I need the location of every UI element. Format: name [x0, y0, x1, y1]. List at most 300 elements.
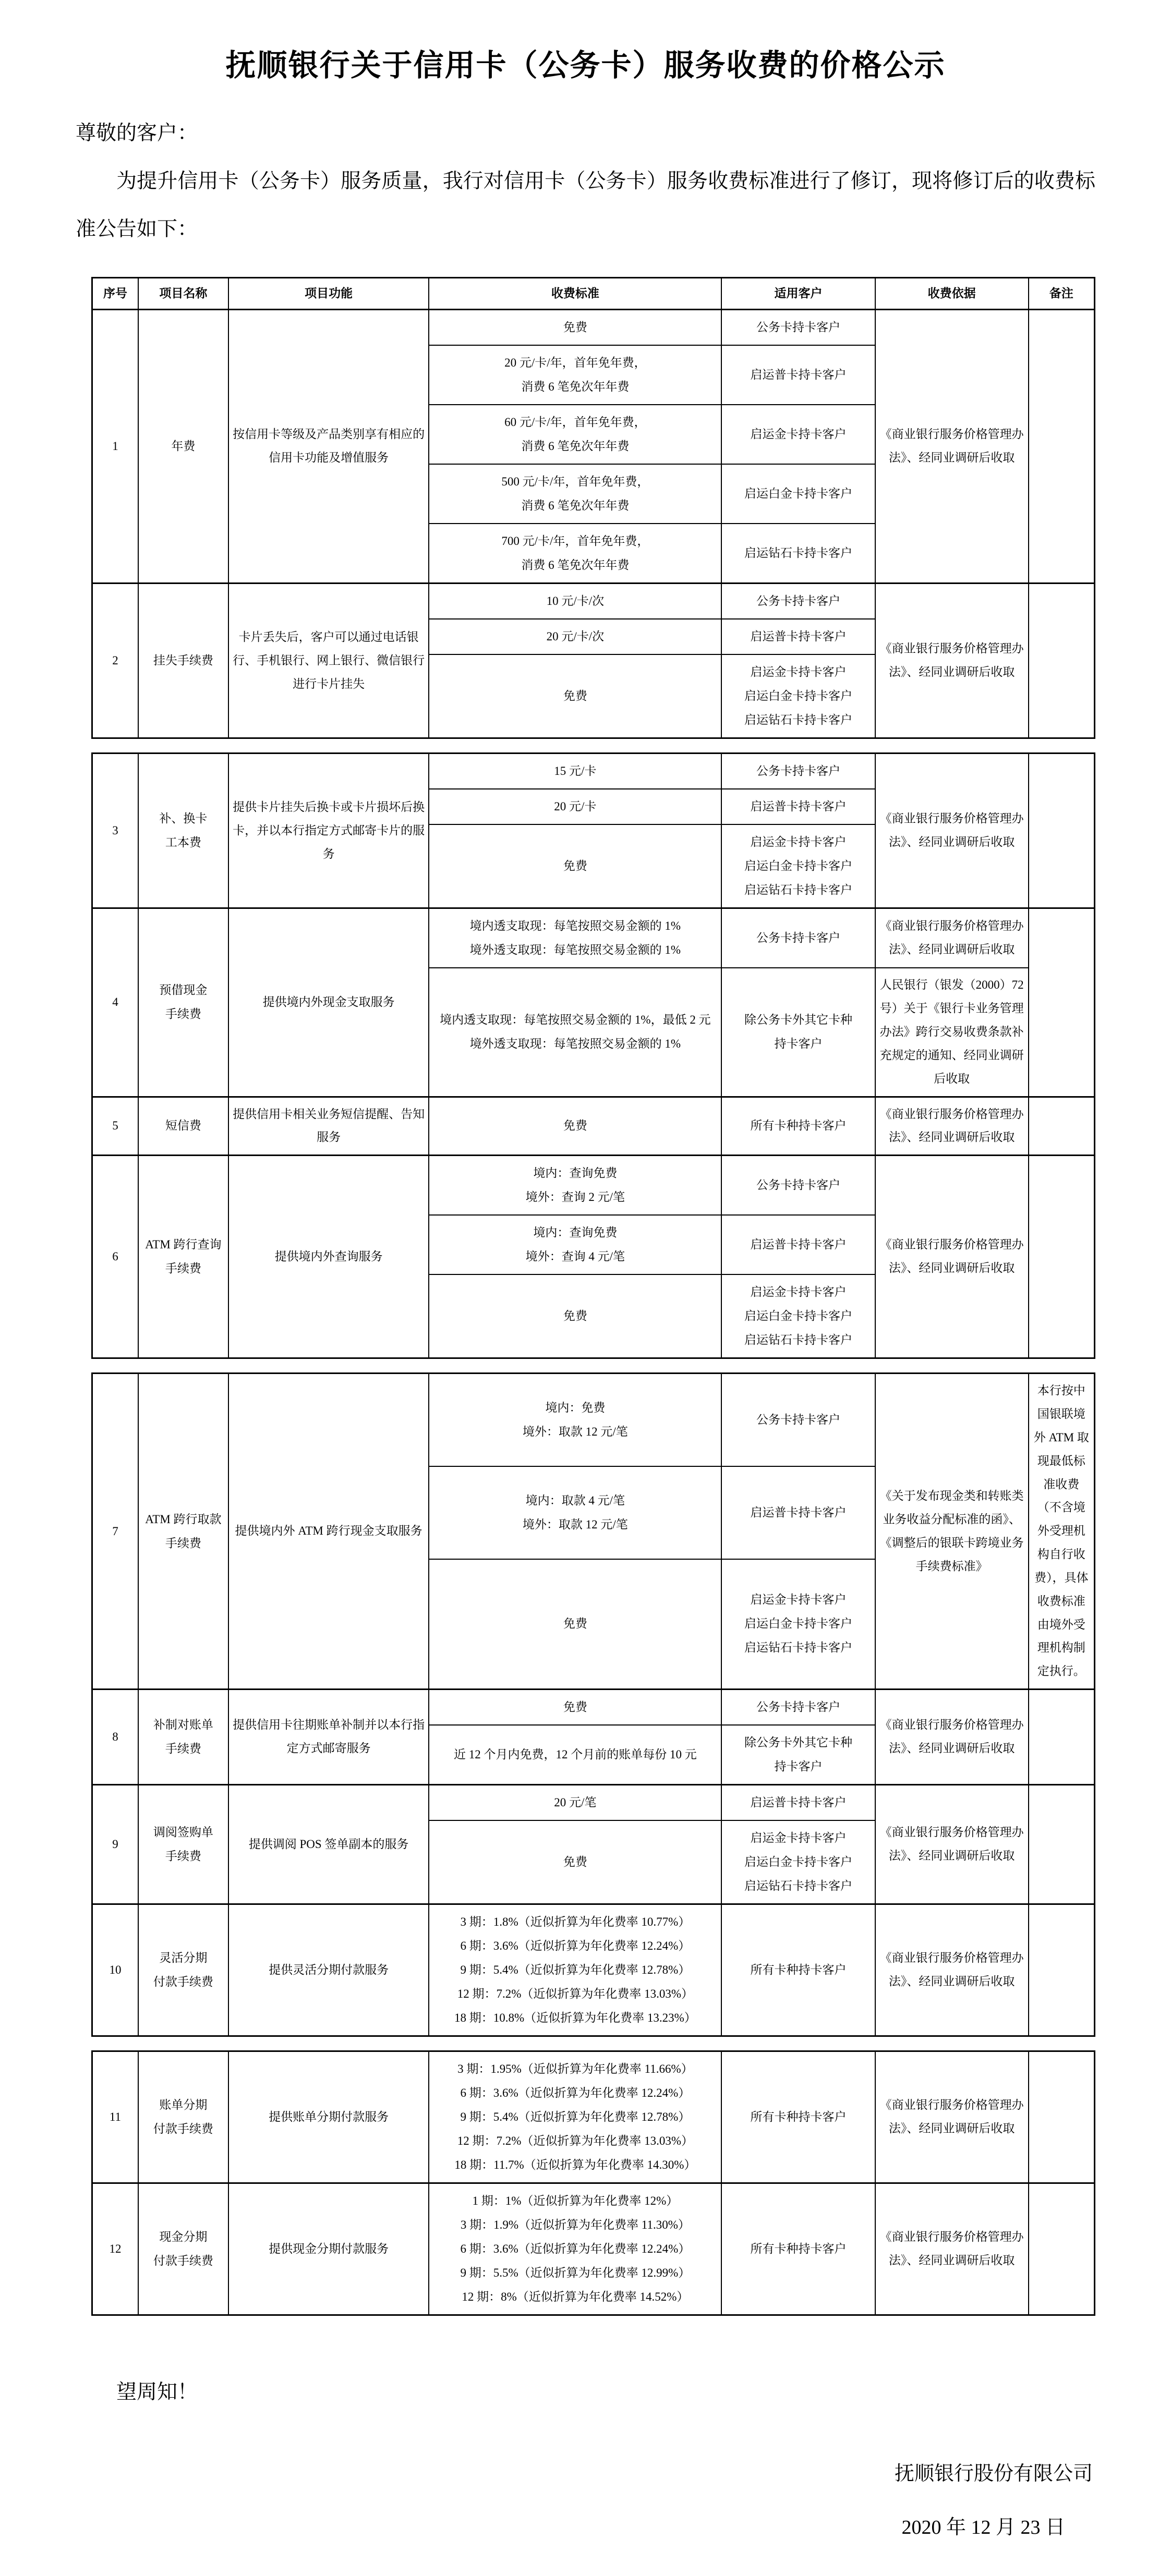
- cell-customer-line: 公务卡持卡客户: [756, 594, 841, 608]
- cell-function-line: 提供境内外 ATM 跨行现金支取服务: [235, 1524, 422, 1538]
- cell-fee-standard-line: 近 12 个月内免费，12 个月前的账单每份 10 元: [454, 1748, 697, 1761]
- cell-function: [228, 1097, 429, 1156]
- cell-customer: [721, 1274, 875, 1358]
- cell-remark: [1029, 1097, 1095, 1156]
- cell-basis: [875, 908, 1029, 968]
- cell-customer-line: 启运金卡持卡客户: [750, 1831, 847, 1845]
- cell-fee-standard-line: 1 期：1%（近似折算为年化费率 12%）: [472, 2194, 679, 2208]
- cell-customer-line: 公务卡持卡客户: [756, 1413, 841, 1427]
- fee-table: [91, 752, 1095, 1359]
- cell-function-line: 卡片丢失后，客户可以通过电话银行、手机银行、网上银行、微信银行进行卡片挂失: [233, 630, 425, 690]
- cell-item-name-line: ATM 跨行取款: [145, 1512, 222, 1526]
- cell-fee-standard: [429, 405, 721, 464]
- cell-customer: [721, 1904, 875, 2036]
- cell-customer-line: 启运钻石卡持卡客户: [744, 713, 853, 727]
- cell-fee-standard: [429, 824, 721, 908]
- cell-item-name-line: 灵活分期: [159, 1951, 208, 1965]
- cell-fee-standard: [429, 654, 721, 738]
- cell-customer-line: 公务卡持卡客户: [756, 321, 841, 334]
- cell-fee-standard-line: 境内：免费: [545, 1401, 606, 1415]
- cell-function: [228, 1690, 429, 1785]
- cell-item-name-line: 手续费: [165, 1536, 201, 1550]
- cell-seq-line: 5: [112, 1119, 118, 1133]
- cell-function: [228, 2051, 429, 2183]
- cell-basis: [875, 1690, 1029, 1785]
- cell-basis: [875, 1097, 1029, 1156]
- cell-customer-line: 持卡客户: [774, 1760, 823, 1773]
- cell-remark-line: 本行按中国银联境外 ATM 取现最低标准收费（不含境外受理机构自行收费），具体收费标准由境外受理机构制定执行。: [1033, 1384, 1089, 1678]
- cell-fee-standard-line: 12 期：7.2%（近似折算为年化费率 13.03%）: [457, 1987, 694, 2001]
- cell-function: [228, 1374, 429, 1690]
- cell-fee-standard-line: 12 期：7.2%（近似折算为年化费率 13.03%）: [457, 2134, 694, 2148]
- intro-paragraph: 为提升信用卡（公务卡）服务质量，我行对信用卡（公务卡）服务收费标准进行了修订，现将修订后的收费标准公告如下：: [76, 170, 1095, 240]
- cell-seq: [92, 1690, 138, 1785]
- cell-function-line: 提供账单分期付款服务: [269, 2110, 389, 2123]
- cell-fee-standard-line: 10 元/卡/次: [546, 594, 605, 608]
- cell-item-name: [138, 1785, 228, 1904]
- cell-basis: [875, 1785, 1029, 1904]
- cell-customer-line: 启运钻石卡持卡客户: [744, 1333, 853, 1347]
- cell-fee-standard-line: 境内透支取现：每笔按照交易金额的 1%，最低 2 元: [440, 1013, 711, 1027]
- column-header-line: 适用客户: [774, 287, 823, 300]
- cell-fee-standard-line: 9 期：5.4%（近似折算为年化费率 12.78%）: [460, 2110, 691, 2124]
- cell-item-name-line: 补制对账单: [153, 1718, 213, 1732]
- signature-block: [76, 2457, 1095, 2539]
- cell-customer-line: 所有卡种持卡客户: [750, 2110, 847, 2124]
- cell-item-name: [138, 1156, 228, 1358]
- cell-seq: [92, 310, 138, 584]
- cell-fee-standard-line: 境内透支取现：每笔按照交易金额的 1%: [469, 919, 681, 933]
- cell-seq: [92, 908, 138, 1097]
- cell-customer: [721, 654, 875, 738]
- cell-customer-line: 启运钻石卡持卡客户: [744, 546, 853, 560]
- cell-customer-line: 启运普卡持卡客户: [750, 1505, 847, 1519]
- cell-customer-line: 启运金卡持卡客户: [750, 1285, 847, 1299]
- cell-customer-line: 启运白金卡持卡客户: [744, 859, 853, 873]
- cell-item-name-line: 手续费: [165, 1850, 201, 1863]
- cell-function: [228, 908, 429, 1097]
- cell-fee-standard: [429, 345, 721, 405]
- cell-fee-standard-line: 免费: [563, 1700, 587, 1714]
- cell-fee-standard-line: 境外：取款 12 元/笔: [522, 1425, 628, 1439]
- table-row: [92, 1374, 1095, 1466]
- cell-seq: [92, 754, 138, 908]
- table-row: [92, 1904, 1095, 2036]
- cell-customer: [721, 754, 875, 789]
- cell-customer: [721, 345, 875, 405]
- cell-fee-standard-line: 9 期：5.4%（近似折算为年化费率 12.78%）: [460, 1963, 691, 1977]
- cell-fee-standard-line: 15 元/卡: [554, 764, 597, 778]
- cell-fee-standard-line: 6 期：3.6%（近似折算为年化费率 12.24%）: [460, 2242, 691, 2256]
- cell-fee-standard: [429, 524, 721, 584]
- cell-fee-standard: [429, 1690, 721, 1726]
- cell-fee-standard-line: 3 期：1.95%（近似折算为年化费率 11.66%）: [457, 2062, 693, 2076]
- cell-customer: [721, 1156, 875, 1216]
- table-row: [92, 2051, 1095, 2183]
- cell-basis-line: 《商业银行服务价格管理办法》、经同业调研后收取: [879, 2230, 1024, 2267]
- cell-item-name-line: 账单分期: [159, 2098, 208, 2112]
- table-row: [92, 1690, 1095, 1726]
- cell-customer-line: 启运白金卡持卡客户: [744, 689, 853, 703]
- cell-customer-line: 公务卡持卡客户: [756, 1178, 841, 1192]
- cell-fee-standard: [429, 1274, 721, 1358]
- cell-function-line: 提供现金分期付款服务: [269, 2242, 389, 2255]
- cell-fee-standard-line: 20 元/卡/次: [546, 630, 605, 643]
- cell-item-name: [138, 754, 228, 908]
- cell-function: [228, 1904, 429, 2036]
- table-row: [92, 310, 1095, 346]
- cell-fee-standard: [429, 789, 721, 824]
- cell-customer: [721, 1466, 875, 1559]
- cell-remark: [1029, 1785, 1095, 1904]
- cell-customer-line: 所有卡种持卡客户: [750, 1963, 847, 1977]
- cell-basis-line: 《商业银行服务价格管理办法》、经同业调研后收取: [879, 1718, 1024, 1755]
- cell-remark: [1029, 1690, 1095, 1785]
- company-signature: 抚顺银行股份有限公司: [894, 2463, 1093, 2485]
- cell-customer: [721, 1215, 875, 1274]
- cell-customer: [721, 968, 875, 1097]
- page-title: 抚顺银行关于信用卡（公务卡）服务收费的价格公示: [225, 48, 946, 82]
- cell-basis-line: 《商业银行服务价格管理办法》、经同业调研后收取: [879, 812, 1024, 849]
- cell-fee-standard: [429, 1097, 721, 1156]
- cell-customer: [721, 584, 875, 619]
- cell-fee-standard: [429, 754, 721, 789]
- cell-fee-standard-line: 免费: [563, 859, 587, 873]
- column-header: [1029, 278, 1095, 310]
- cell-item-name: [138, 2183, 228, 2315]
- cell-item-name: [138, 1904, 228, 2036]
- cell-item-name-line: 年费: [171, 440, 196, 453]
- cell-fee-standard-line: 免费: [563, 1855, 587, 1869]
- table-row: [92, 908, 1095, 968]
- cell-customer-line: 启运普卡持卡客户: [750, 1796, 847, 1809]
- cell-fee-standard-line: 免费: [563, 1617, 587, 1631]
- cell-item-name-line: 调阅签购单: [153, 1826, 213, 1839]
- cell-customer-line: 启运钻石卡持卡客户: [744, 1879, 853, 1893]
- cell-seq: [92, 1097, 138, 1156]
- cell-customer-line: 启运金卡持卡客户: [750, 665, 847, 679]
- cell-fee-standard-line: 700 元/卡/年，首年免年费，: [501, 534, 649, 548]
- cell-function: [228, 1156, 429, 1358]
- cell-seq-line: 3: [112, 824, 118, 837]
- cell-seq: [92, 1904, 138, 2036]
- cell-function-line: 按信用卡等级及产品类别享有相应的信用卡功能及增值服务: [233, 428, 425, 465]
- cell-remark: [1029, 1156, 1095, 1358]
- cell-fee-standard-line: 12 期：8%（近似折算为年化费率 14.52%）: [462, 2290, 689, 2304]
- cell-remark: [1029, 754, 1095, 908]
- cell-item-name-line: 付款手续费: [153, 2254, 213, 2268]
- cell-fee-standard-line: 境外透支取现：每笔按照交易金额的 1%: [469, 943, 681, 957]
- cell-basis-line: 《商业银行服务价格管理办法》、经同业调研后收取: [879, 919, 1024, 956]
- cell-function-line: 提供卡片挂失后换卡或卡片损坏后换卡，并以本行指定方式邮寄卡片的服务: [233, 800, 425, 860]
- cell-basis: [875, 1904, 1029, 2036]
- cell-fee-standard-line: 6 期：3.6%（近似折算为年化费率 12.24%）: [460, 2086, 691, 2100]
- header-row: [92, 278, 1095, 310]
- cell-item-name-line: 工本费: [165, 836, 201, 849]
- cell-item-name: [138, 584, 228, 738]
- cell-fee-standard: [429, 1725, 721, 1785]
- cell-item-name-line: 现金分期: [159, 2230, 208, 2244]
- cell-fee-standard-line: 境外：查询 4 元/笔: [525, 1250, 625, 1263]
- cell-item-name: [138, 1097, 228, 1156]
- cell-item-name-line: 付款手续费: [153, 1975, 213, 1989]
- cell-basis: [875, 1156, 1029, 1358]
- cell-seq-line: 9: [112, 1838, 118, 1851]
- cell-fee-standard-line: 6 期：3.6%（近似折算为年化费率 12.24%）: [460, 1939, 691, 1953]
- cell-fee-standard-line: 3 期：1.8%（近似折算为年化费率 10.77%）: [460, 1915, 691, 1929]
- cell-fee-standard: [429, 1785, 721, 1821]
- cell-seq: [92, 2051, 138, 2183]
- cell-remark: [1029, 1904, 1095, 2036]
- cell-seq: [92, 2183, 138, 2315]
- cell-customer-line: 持卡客户: [774, 1037, 823, 1051]
- cell-basis: [875, 310, 1029, 584]
- cell-function-line: 提供境内外查询服务: [274, 1249, 383, 1263]
- cell-customer-line: 启运钻石卡持卡客户: [744, 1641, 853, 1655]
- cell-item-name: [138, 1374, 228, 1690]
- cell-customer-line: 启运金卡持卡客户: [750, 835, 847, 849]
- cell-customer: [721, 1097, 875, 1156]
- cell-customer-line: 公务卡持卡客户: [756, 764, 841, 778]
- cell-function-line: 提供调阅 POS 签单副本的服务: [248, 1837, 409, 1851]
- cell-seq-line: 4: [112, 995, 118, 1009]
- cell-seq-line: 1: [112, 440, 118, 453]
- cell-basis: [875, 2051, 1029, 2183]
- cell-remark: [1029, 1374, 1095, 1690]
- cell-basis-line: 《商业银行服务价格管理办法》、经同业调研后收取: [879, 2098, 1024, 2135]
- cell-basis: [875, 2183, 1029, 2315]
- cell-customer-line: 启运白金卡持卡客户: [744, 1617, 853, 1631]
- cell-item-name-line: 短信费: [165, 1119, 201, 1133]
- cell-fee-standard-line: 消费 6 笔免次年年费: [521, 499, 630, 513]
- fee-table: [91, 1372, 1095, 2037]
- cell-fee-standard-line: 20 元/卡/年，首年免年费，: [504, 356, 646, 370]
- cell-fee-standard-line: 免费: [563, 321, 587, 334]
- cell-item-name: [138, 908, 228, 1097]
- signature-date: 2020 年 12 月 23 日: [901, 2517, 1065, 2539]
- cell-function-line: 提供信用卡相关业务短信提醒、告知服务: [233, 1107, 425, 1144]
- cell-fee-standard-line: 境内：查询免费: [533, 1226, 618, 1240]
- cell-function-line: 提供信用卡往期账单补制并以本行指定方式邮寄服务: [233, 1718, 425, 1755]
- cell-seq-line: 10: [109, 1963, 122, 1977]
- cell-seq-line: 6: [112, 1250, 118, 1263]
- cell-fee-standard: [429, 1156, 721, 1216]
- cell-customer: [721, 405, 875, 464]
- cell-fee-standard-line: 20 元/笔: [554, 1796, 597, 1809]
- cell-fee-standard: [429, 908, 721, 968]
- cell-remark: [1029, 2051, 1095, 2183]
- cell-item-name: [138, 1690, 228, 1785]
- cell-remark: [1029, 310, 1095, 584]
- cell-seq: [92, 1785, 138, 1904]
- cell-customer: [721, 824, 875, 908]
- cell-item-name-line: 预借现金: [159, 983, 208, 997]
- cell-customer-line: 启运普卡持卡客户: [750, 630, 847, 643]
- cell-fee-standard: [429, 619, 721, 654]
- cell-fee-standard: [429, 968, 721, 1097]
- cell-item-name-line: 付款手续费: [153, 2122, 213, 2136]
- cell-fee-standard: [429, 1215, 721, 1274]
- cell-function: [228, 2183, 429, 2315]
- cell-seq-line: 12: [109, 2242, 122, 2256]
- cell-remark: [1029, 2183, 1095, 2315]
- cell-basis: [875, 754, 1029, 908]
- cell-item-name: [138, 310, 228, 584]
- cell-fee-standard: [429, 1466, 721, 1559]
- cell-customer-line: 除公务卡外其它卡种: [744, 1013, 853, 1027]
- cell-seq: [92, 1374, 138, 1690]
- cell-fee-standard: [429, 1374, 721, 1466]
- cell-remark: [1029, 584, 1095, 738]
- table-row: [92, 1785, 1095, 1821]
- column-header-line: 项目功能: [305, 287, 353, 300]
- cell-seq-line: 8: [112, 1730, 118, 1744]
- cell-fee-standard-line: 境内：查询免费: [533, 1167, 618, 1180]
- cell-fee-standard-line: 消费 6 笔免次年年费: [521, 558, 630, 572]
- cell-customer: [721, 619, 875, 654]
- cell-fee-standard-line: 境内：取款 4 元/笔: [525, 1493, 625, 1507]
- table-row: [92, 754, 1095, 789]
- cell-customer: [721, 524, 875, 584]
- cell-customer-line: 启运白金卡持卡客户: [744, 1855, 853, 1869]
- cell-customer: [721, 789, 875, 824]
- cell-fee-standard-line: 消费 6 笔免次年年费: [521, 380, 630, 394]
- column-header: [228, 278, 429, 310]
- fee-table: [91, 277, 1095, 739]
- cell-customer: [721, 1690, 875, 1726]
- cell-fee-standard: [429, 1820, 721, 1904]
- cell-item-name-line: 手续费: [165, 1262, 201, 1275]
- cell-fee-standard-line: 境外透支取现：每笔按照交易金额的 1%: [469, 1037, 681, 1051]
- cell-item-name: [138, 2051, 228, 2183]
- cell-basis: [875, 584, 1029, 738]
- column-header: [92, 278, 138, 310]
- fee-table: [91, 2050, 1095, 2316]
- cell-item-name-line: 补、换卡: [159, 812, 208, 825]
- cell-customer-line: 公务卡持卡客户: [756, 1700, 841, 1714]
- cell-basis-line: 《商业银行服务价格管理办法》、经同业调研后收取: [879, 428, 1024, 465]
- cell-customer-line: 所有卡种持卡客户: [750, 2242, 847, 2256]
- cell-fee-standard: [429, 1904, 721, 2036]
- cell-fee-standard-line: 免费: [563, 1309, 587, 1323]
- cell-fee-standard-line: 免费: [563, 689, 587, 703]
- column-header-line: 备注: [1049, 287, 1073, 300]
- cell-basis-line: 《关于发布现金类和转账类业务收益分配标准的函》、《调整后的银联卡跨境业务手续费标准》: [879, 1489, 1024, 1573]
- cell-customer-line: 启运普卡持卡客户: [750, 800, 847, 813]
- cell-function: [228, 584, 429, 738]
- cell-customer-line: 启运金卡持卡客户: [750, 428, 847, 441]
- cell-fee-standard-line: 18 期：11.7%（近似折算为年化费率 14.30%）: [454, 2158, 696, 2172]
- fee-table-sections: [91, 277, 1095, 2316]
- cell-item-name-line: 挂失手续费: [153, 654, 213, 667]
- column-header-line: 序号: [103, 287, 127, 300]
- cell-fee-standard-line: 18 期：10.8%（近似折算为年化费率 13.23%）: [454, 2011, 696, 2025]
- cell-function: [228, 754, 429, 908]
- cell-fee-standard-line: 500 元/卡/年，首年免年费，: [501, 475, 649, 489]
- cell-fee-standard: [429, 310, 721, 346]
- cell-customer: [721, 1725, 875, 1785]
- cell-fee-standard-line: 60 元/卡/年，首年免年费，: [504, 416, 646, 429]
- cell-function-line: 提供境内外现金支取服务: [262, 995, 395, 1008]
- column-header: [138, 278, 228, 310]
- cell-customer-line: 启运普卡持卡客户: [750, 368, 847, 382]
- cell-fee-standard-line: 免费: [563, 1119, 587, 1133]
- column-header: [429, 278, 721, 310]
- cell-customer: [721, 1785, 875, 1821]
- cell-customer-line: 启运白金卡持卡客户: [744, 1309, 853, 1323]
- cell-seq-line: 2: [112, 654, 118, 667]
- cell-customer: [721, 2183, 875, 2315]
- cell-customer: [721, 908, 875, 968]
- cell-function-line: 提供灵活分期付款服务: [269, 1963, 389, 1976]
- cell-customer-line: 启运普卡持卡客户: [750, 1238, 847, 1251]
- cell-basis-line: 《商业银行服务价格管理办法》、经同业调研后收取: [879, 1951, 1024, 1988]
- cell-basis-line: 《商业银行服务价格管理办法》、经同业调研后收取: [879, 642, 1024, 679]
- cell-fee-standard-line: 境外：查询 2 元/笔: [525, 1190, 625, 1204]
- cell-customer: [721, 310, 875, 346]
- cell-seq-line: 7: [112, 1524, 118, 1538]
- cell-fee-standard: [429, 584, 721, 619]
- cell-fee-standard: [429, 2183, 721, 2315]
- cell-item-name-line: 手续费: [165, 1007, 201, 1021]
- cell-fee-standard-line: 3 期：1.9%（近似折算为年化费率 11.30%）: [460, 2218, 690, 2232]
- cell-basis-line: 人民银行（银发（2000）72 号）关于《银行卡业务管理办法》跨行交易收费条款补充规定的通知、经同业调研后收取: [879, 978, 1024, 1085]
- column-header-line: 收费标准: [551, 287, 599, 300]
- cell-fee-standard-line: 20 元/卡: [554, 800, 597, 813]
- cell-customer-line: 启运白金卡持卡客户: [744, 487, 853, 501]
- cell-fee-standard: [429, 464, 721, 524]
- table-row: [92, 1156, 1095, 1216]
- cell-fee-standard-line: 消费 6 笔免次年年费: [521, 440, 630, 453]
- cell-function: [228, 1785, 429, 1904]
- cell-customer-line: 除公务卡外其它卡种: [744, 1736, 853, 1749]
- cell-item-name-line: 手续费: [165, 1742, 201, 1756]
- cell-basis-line: 《商业银行服务价格管理办法》、经同业调研后收取: [879, 1107, 1024, 1144]
- cell-customer-line: 公务卡持卡客户: [756, 931, 841, 945]
- cell-basis-line: 《商业银行服务价格管理办法》、经同业调研后收取: [879, 1826, 1024, 1863]
- cell-seq: [92, 584, 138, 738]
- table-row: [92, 2183, 1095, 2315]
- cell-customer: [721, 1820, 875, 1904]
- cell-remark: [1029, 908, 1095, 1097]
- cell-customer-line: 所有卡种持卡客户: [750, 1119, 847, 1133]
- column-header: [721, 278, 875, 310]
- column-header-line: 项目名称: [159, 287, 208, 300]
- cell-customer: [721, 1374, 875, 1466]
- cell-fee-standard: [429, 1559, 721, 1690]
- cell-customer: [721, 1559, 875, 1690]
- cell-item-name-line: ATM 跨行查询: [145, 1238, 222, 1251]
- cell-seq: [92, 1156, 138, 1358]
- cell-function: [228, 310, 429, 584]
- cell-basis: [875, 1374, 1029, 1690]
- table-row: [92, 584, 1095, 619]
- cell-basis-line: 《商业银行服务价格管理办法》、经同业调研后收取: [879, 1238, 1024, 1275]
- salutation: 尊敬的客户：: [76, 122, 198, 144]
- cell-customer-line: 启运金卡持卡客户: [750, 1593, 847, 1607]
- cell-fee-standard-line: 9 期：5.5%（近似折算为年化费率 12.99%）: [460, 2266, 691, 2280]
- column-header-line: 收费依据: [927, 287, 976, 300]
- column-header: [875, 278, 1029, 310]
- cell-fee-standard-line: 境外：取款 12 元/笔: [522, 1517, 628, 1531]
- cell-seq-line: 11: [109, 2110, 122, 2124]
- cell-customer: [721, 464, 875, 524]
- cell-basis: [875, 968, 1029, 1097]
- table-row: [92, 1097, 1095, 1156]
- cell-customer-line: 启运钻石卡持卡客户: [744, 883, 853, 897]
- cell-customer: [721, 2051, 875, 2183]
- cell-fee-standard: [429, 2051, 721, 2183]
